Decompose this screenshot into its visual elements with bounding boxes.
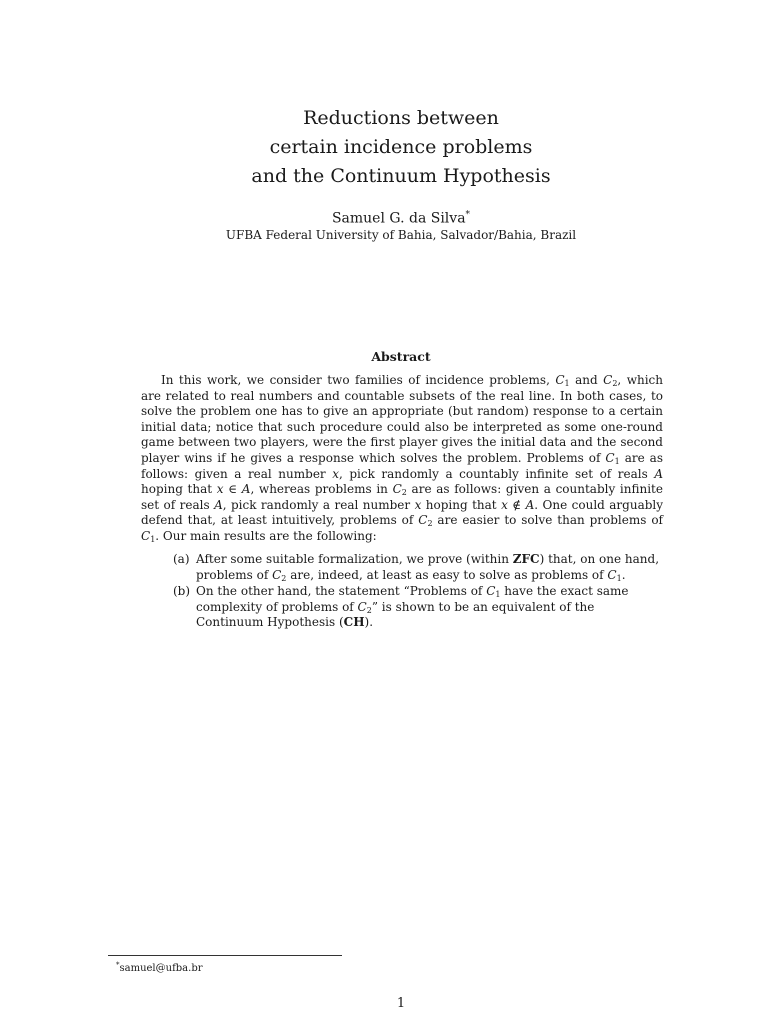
paper-title xyxy=(0,104,768,191)
author-mark: * xyxy=(465,210,471,220)
page-number: 1 xyxy=(396,996,406,1011)
list-item: (a) After some suitable formalization, we prove (within ZFC) that, on one hand, problems of $C_2$ are, indeed, at least as easy to solve as problems of $C_1$. xyxy=(173,552,660,583)
title-line-1: Reductions between xyxy=(303,107,499,129)
author-affiliation: UFBA Federal University of Bahia, Salvador/Bahia, Brazil xyxy=(225,228,577,242)
abstract-body xyxy=(141,373,663,545)
footnote: *samuel@ufba.br xyxy=(116,961,203,974)
title-line-3: and the Continuum Hypothesis xyxy=(251,165,551,187)
list-item: (b) On the other hand, the statement “Problems of $C_1$ have the exact same complexity of problems of $C_2$” is shown to be an equivalent of the Continuum Hypothesis (CH). xyxy=(173,584,629,630)
footnote-email: samuel@ufba.br xyxy=(119,963,203,974)
abstract-heading: Abstract xyxy=(371,349,431,364)
footnote-rule xyxy=(108,955,342,956)
title-line-2: certain incidence problems xyxy=(269,136,533,158)
abstract-paragraph: In this work, we consider two families of incidence problems, $C_1$ and $C_2$, which are related to real numbers and countable subsets of the real line. In both cases, to solve the problem one has to give an appropriate (but random) response to a certain initial data; notice that such procedure could also be interpreted as some one-round game between two players, were the first player gives the initial data and the second player wins if he gives a response which solves the problem. Problems of $C_1$ are as follows: given a real number x, pick randomly a countably infinite set of reals A hoping that x ∈ A, whereas problems in $C_2$ are as follows: given a countably infinite set of reals A, pick randomly a real number x hoping that x ∉ A. One could arguably defend that, at least intuitively, problems of $C_2$ are easier to solve than problems of $C_1$. Our main results are the following: xyxy=(141,373,664,544)
author-name: Samuel G. da Silva* xyxy=(331,210,471,227)
item-label: (a) xyxy=(173,552,190,566)
item-label: (b) xyxy=(173,584,191,599)
results-list xyxy=(173,552,663,632)
